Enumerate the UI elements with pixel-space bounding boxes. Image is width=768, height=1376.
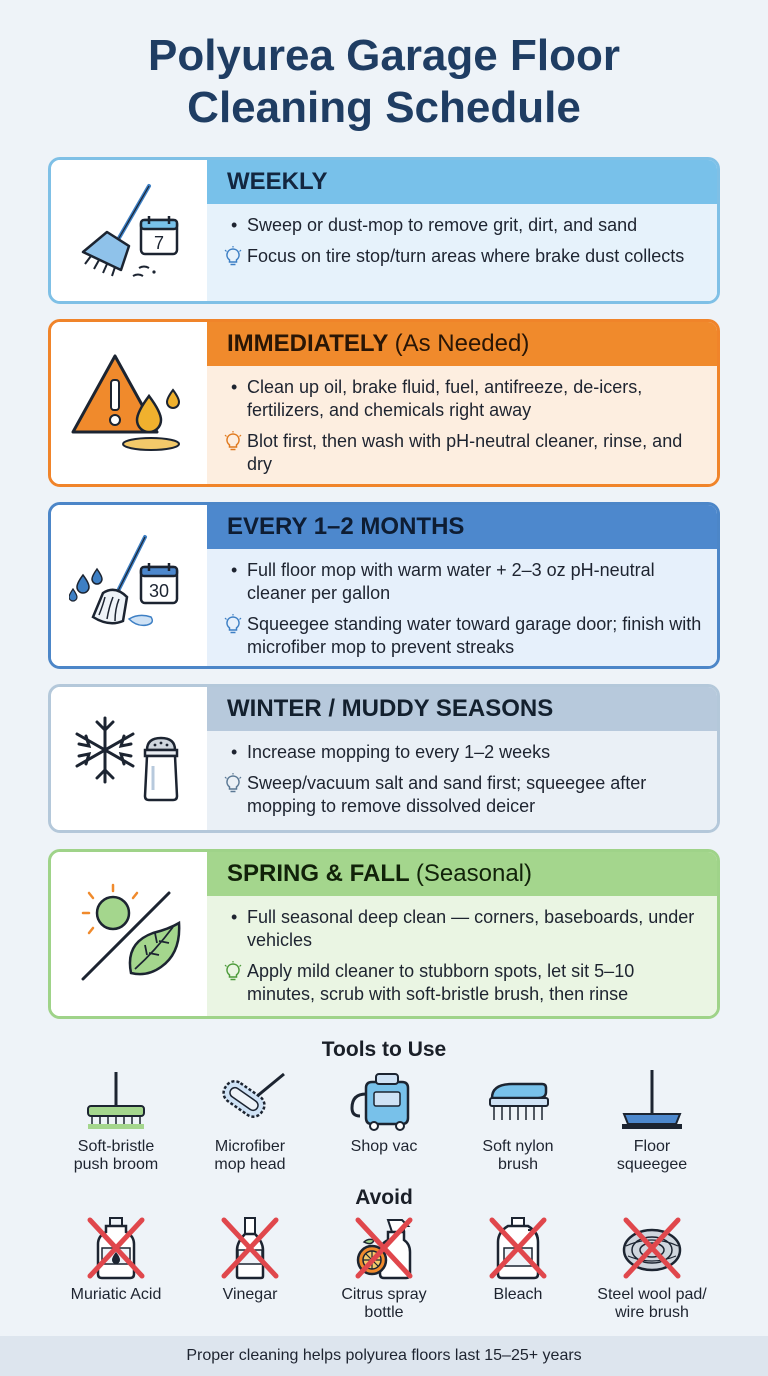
tool-item xyxy=(182,1068,318,1174)
avoid-item xyxy=(450,1216,586,1304)
monthly-body xyxy=(207,549,717,666)
tool-label-2: push broom xyxy=(73,1156,159,1173)
weekly-bullet: • Sweep or dust-mop to remove grit, dirt, and sand xyxy=(227,214,705,237)
avoid-label-1: Muriatic Acid xyxy=(70,1286,162,1303)
avoid-label-2: wire brush xyxy=(615,1304,689,1321)
calendar-number: 7 xyxy=(153,232,165,253)
avoid-label-1: Vinegar xyxy=(222,1286,278,1303)
avoid-item xyxy=(48,1216,184,1304)
seasonal-bullet: • Full seasonal deep clean — corners, baseboards, under vehicles xyxy=(227,906,705,952)
shop-vac-icon xyxy=(344,1068,424,1132)
lightbulb-icon xyxy=(223,246,243,268)
title-line-2: Cleaning Schedule xyxy=(187,83,581,132)
steel-wool-icon xyxy=(612,1216,692,1280)
avoid-title: Avoid xyxy=(355,1186,413,1209)
monthly-icon-area xyxy=(51,505,207,666)
citrus-spray-icon xyxy=(344,1216,424,1280)
weekly-card xyxy=(48,157,720,304)
tool-label-1: Microfiber xyxy=(214,1138,286,1155)
avoid-item xyxy=(584,1216,720,1322)
calendar-number: 30 xyxy=(148,580,170,601)
lightbulb-icon xyxy=(223,614,243,636)
winter-bullet: • Increase mopping to every 1–2 weeks xyxy=(227,741,705,764)
tools-title: Tools to Use xyxy=(321,1038,447,1061)
weekly-heading: WEEKLY xyxy=(207,160,717,204)
acid-bottle-icon xyxy=(76,1216,156,1280)
seasonal-heading: SPRING & FALL (Seasonal) xyxy=(207,852,717,896)
weekly-tip: Focus on tire stop/turn areas where brake dust collects xyxy=(227,245,705,268)
tool-label-1: Soft-bristle xyxy=(77,1138,155,1155)
immediately-card xyxy=(48,319,720,487)
monthly-card xyxy=(48,502,720,669)
tool-label-1: Floor xyxy=(633,1138,671,1155)
lightbulb-icon xyxy=(223,773,243,795)
immediately-heading: IMMEDIATELY (As Needed) xyxy=(207,322,717,366)
avoid-label-1: Citrus spray xyxy=(341,1286,427,1303)
push-broom-icon xyxy=(76,1068,156,1132)
winter-heading: WINTER / MUDDY SEASONS xyxy=(207,687,717,731)
tool-label-2: squeegee xyxy=(616,1156,688,1173)
seasonal-icon-area xyxy=(51,852,207,1016)
monthly-heading: EVERY 1–2 MONTHS xyxy=(207,505,717,549)
warning-spill-icon xyxy=(69,348,189,458)
avoid-item xyxy=(182,1216,318,1304)
seasonal-body xyxy=(207,896,717,1016)
lightbulb-icon xyxy=(223,961,243,983)
title-line-1: Polyurea Garage Floor xyxy=(148,31,620,80)
nylon-brush-icon xyxy=(478,1068,558,1132)
tool-label-2: mop head xyxy=(214,1156,286,1173)
broom-calendar-icon xyxy=(69,176,189,286)
page-title xyxy=(0,30,768,134)
tool-label-1: Shop vac xyxy=(350,1138,418,1155)
mop-calendar-icon xyxy=(69,531,189,641)
footer-note: Proper cleaning helps polyurea floors last 15–25+ years xyxy=(0,1336,768,1376)
seasonal-card xyxy=(48,849,720,1019)
winter-body xyxy=(207,731,717,830)
tool-item xyxy=(48,1068,184,1174)
monthly-tip: Squeegee standing water toward garage door; finish with microfiber mop to prevent streaks xyxy=(227,613,705,659)
avoid-label-1: Steel wool pad/ xyxy=(597,1286,707,1303)
tool-item xyxy=(450,1068,586,1174)
vinegar-bottle-icon xyxy=(210,1216,290,1280)
tool-item xyxy=(316,1068,452,1156)
lightbulb-icon xyxy=(223,431,243,453)
sun-leaf-icon xyxy=(69,879,189,989)
tool-item xyxy=(584,1068,720,1174)
squeegee-icon xyxy=(612,1068,692,1132)
immediately-icon-area xyxy=(51,322,207,484)
winter-tip: Sweep/vacuum salt and sand first; squeegee after mopping to remove dissolved deicer xyxy=(227,772,705,818)
weekly-body xyxy=(207,204,717,301)
bleach-jug-icon xyxy=(478,1216,558,1280)
immediately-body xyxy=(207,366,717,484)
winter-card xyxy=(48,684,720,833)
avoid-row xyxy=(48,1216,720,1336)
seasonal-tip: Apply mild cleaner to stubborn spots, let sit 5–10 minutes, scrub with soft-bristle brush, then rinse xyxy=(227,960,705,1006)
winter-icon-area xyxy=(51,687,207,830)
avoid-label-1: Bleach xyxy=(493,1286,543,1303)
weekly-icon-area xyxy=(51,160,207,301)
tool-label-1: Soft nylon xyxy=(482,1138,554,1155)
snowflake-salt-icon xyxy=(69,704,189,814)
monthly-bullet: • Full floor mop with warm water + 2–3 oz pH-neutral cleaner per gallon xyxy=(227,559,705,605)
immediately-tip: Blot first, then wash with pH-neutral cleaner, rinse, and dry xyxy=(227,430,705,476)
microfiber-mop-icon xyxy=(210,1068,290,1132)
avoid-item xyxy=(316,1216,452,1322)
avoid-label-2: bottle xyxy=(364,1304,404,1321)
tools-row xyxy=(48,1068,720,1188)
immediately-bullet: • Clean up oil, brake fluid, fuel, antifreeze, de-icers, fertilizers, and chemicals right away xyxy=(227,376,705,422)
tool-label-2: brush xyxy=(497,1156,539,1173)
